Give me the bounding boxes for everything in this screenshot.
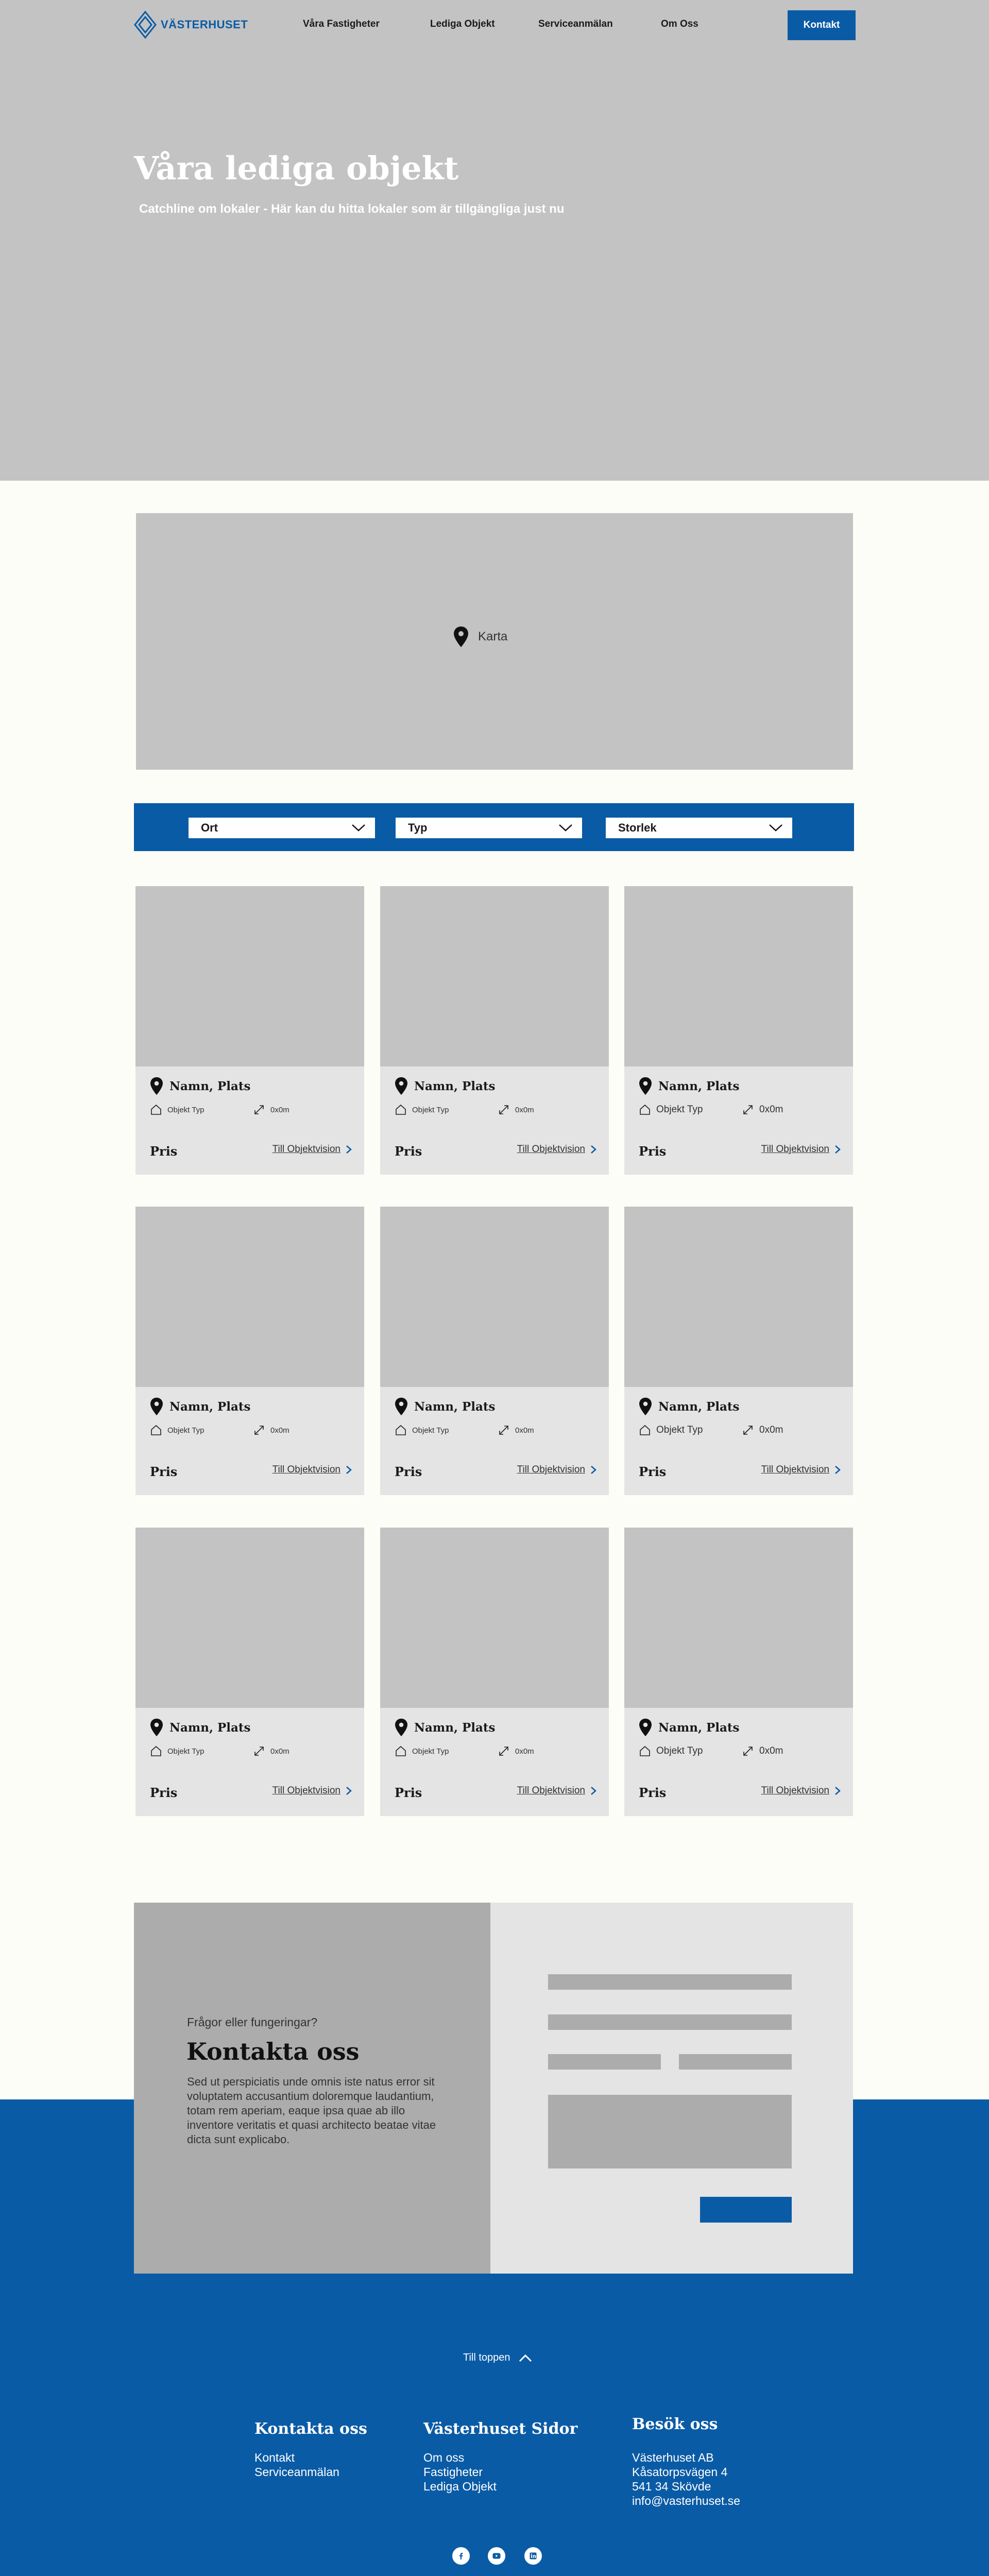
chevron-right-icon [834, 1465, 841, 1475]
property-meta [639, 1424, 840, 1439]
property-price: Pris [639, 1785, 667, 1800]
property-image[interactable] [624, 1207, 853, 1387]
location-pin-icon [395, 1718, 408, 1737]
youtube-icon[interactable] [488, 2547, 505, 2565]
property-image[interactable] [135, 1207, 364, 1387]
chevron-right-icon [346, 1465, 352, 1475]
property-size [253, 1104, 289, 1116]
nav-lediga-objekt[interactable]: Lediga Objekt [430, 19, 495, 29]
chevron-down-icon [351, 824, 366, 832]
facebook-icon[interactable] [452, 2547, 470, 2565]
location-pin-icon [150, 1718, 163, 1737]
property-size-text: 0x0m [515, 1105, 534, 1114]
property-price: Pris [395, 1464, 422, 1479]
objektvision-link[interactable] [272, 1464, 352, 1476]
chevron-right-icon [590, 1145, 596, 1154]
location-pin-icon [150, 1397, 163, 1416]
property-name: Namn, Plats [414, 1399, 496, 1414]
objektvision-link-text: Till Objektvision [761, 1464, 829, 1475]
property-type-text: Objekt Typ [167, 1747, 204, 1756]
nav-serviceanmalan[interactable]: Serviceanmälan [538, 19, 613, 29]
chevron-right-icon [346, 1786, 352, 1795]
property-card[interactable] [135, 1207, 364, 1495]
property-size [742, 1745, 783, 1757]
footer-col-kontakta-title: Kontakta oss [254, 2420, 367, 2438]
objektvision-link-text: Till Objektvision [517, 1144, 585, 1155]
property-title [395, 1077, 496, 1095]
location-pin-icon [639, 1077, 652, 1095]
property-size-text: 0x0m [270, 1105, 289, 1114]
property-name: Namn, Plats [658, 1720, 740, 1735]
property-type [639, 1104, 703, 1116]
property-image[interactable] [135, 886, 364, 1066]
chevron-down-icon [558, 824, 573, 832]
house-icon [395, 1745, 407, 1757]
property-price: Pris [395, 1144, 422, 1159]
resize-icon [253, 1745, 265, 1757]
chevron-right-icon [834, 1145, 841, 1154]
location-pin-icon [639, 1397, 652, 1416]
property-title [639, 1718, 740, 1737]
property-title [395, 1397, 496, 1416]
footer-col-besok-title: Besök oss [632, 2415, 718, 2433]
location-pin-icon [395, 1077, 408, 1095]
back-to-top-text: Till toppen [463, 2352, 510, 2363]
chevron-right-icon [590, 1786, 596, 1795]
objektvision-link-text: Till Objektvision [517, 1785, 585, 1796]
hero-title: Våra lediga objekt [134, 149, 459, 187]
footer-link-fastigheter[interactable]: Fastigheter [423, 2465, 483, 2479]
property-size-text: 0x0m [515, 1747, 534, 1756]
property-card[interactable] [380, 1207, 609, 1495]
filter-ort-select[interactable] [189, 818, 375, 838]
location-pin-icon [639, 1718, 652, 1737]
resize-icon [498, 1424, 510, 1436]
objektvision-link-text: Till Objektvision [517, 1464, 585, 1475]
footer-address-street: Kåsatorpsvägen 4 [632, 2465, 728, 2479]
objektvision-link-text: Till Objektvision [272, 1464, 340, 1475]
property-title [150, 1397, 251, 1416]
filter-bar [134, 803, 854, 851]
property-size [742, 1424, 783, 1436]
property-type-text: Objekt Typ [167, 1426, 204, 1435]
resize-icon [253, 1424, 265, 1436]
objektvision-link[interactable] [761, 1785, 841, 1797]
property-card[interactable] [380, 886, 609, 1175]
contact-pretitle: Frågor eller fungeringar? [187, 2015, 318, 2029]
house-icon [639, 1104, 651, 1116]
objektvision-link[interactable] [517, 1144, 596, 1155]
property-type-text: Objekt Typ [412, 1747, 449, 1756]
form-field-message[interactable] [548, 2095, 792, 2168]
property-card[interactable] [624, 1207, 853, 1495]
form-field-name[interactable] [548, 1974, 792, 1990]
form-field-phone[interactable] [548, 2054, 661, 2070]
chevron-right-icon [834, 1786, 841, 1795]
property-card[interactable] [624, 1528, 853, 1816]
footer-link-serviceanmalan[interactable]: Serviceanmälan [254, 2465, 339, 2479]
property-size-text: 0x0m [759, 1425, 783, 1435]
property-meta [150, 1104, 351, 1119]
property-type [395, 1424, 449, 1436]
property-type-text: Objekt Typ [167, 1105, 204, 1114]
property-type-text: Objekt Typ [656, 1745, 703, 1756]
objektvision-link-text: Till Objektvision [272, 1785, 340, 1796]
property-size [498, 1424, 534, 1436]
contact-body: Sed ut perspiciatis unde omnis iste natus error sit voluptatem accusantium doloremque laudantium, totam rem aperiam, eaque ipsa quae ab illo inventore veritatis et quasi architecto beatae vitae dicta sunt explicabo. [187, 2075, 436, 2146]
property-price: Pris [150, 1785, 178, 1800]
property-meta [395, 1424, 595, 1439]
property-meta [395, 1104, 595, 1119]
back-to-top-button[interactable] [463, 2352, 532, 2364]
property-card[interactable] [135, 1528, 364, 1816]
objektvision-link[interactable] [517, 1464, 596, 1476]
objektvision-link-text: Till Objektvision [272, 1144, 340, 1155]
footer-link-kontakt[interactable]: Kontakt [254, 2451, 295, 2464]
map-label [453, 626, 507, 648]
property-card[interactable] [380, 1528, 609, 1816]
resize-icon [742, 1104, 754, 1116]
objektvision-link-text: Till Objektvision [761, 1785, 829, 1796]
chevron-up-icon [519, 2354, 532, 2362]
filter-typ-label: Typ [408, 821, 428, 834]
property-size-text: 0x0m [270, 1426, 289, 1435]
property-size [498, 1104, 534, 1116]
form-field-company[interactable] [679, 2054, 792, 2070]
property-image[interactable] [624, 886, 853, 1066]
footer-link-lediga-objekt[interactable]: Lediga Objekt [423, 2480, 497, 2493]
property-size [742, 1104, 783, 1116]
property-name: Namn, Plats [658, 1399, 740, 1414]
filter-storlek-label: Storlek [618, 821, 657, 834]
hero-subtitle: Catchline om lokaler - Här kan du hitta lokaler som är tillgängliga just nu [139, 202, 565, 216]
objektvision-link[interactable] [761, 1144, 841, 1155]
property-price: Pris [150, 1144, 178, 1159]
nav-vara-fastigheter[interactable]: Våra Fastigheter [303, 19, 380, 29]
property-title [395, 1718, 496, 1737]
house-icon [150, 1745, 162, 1757]
property-size-text: 0x0m [270, 1747, 289, 1756]
chevron-right-icon [590, 1465, 596, 1475]
property-type-text: Objekt Typ [412, 1105, 449, 1114]
property-meta [150, 1424, 351, 1439]
property-size-text: 0x0m [759, 1104, 783, 1115]
property-price: Pris [395, 1785, 422, 1800]
property-name: Namn, Plats [169, 1399, 251, 1414]
objektvision-link[interactable] [761, 1464, 841, 1476]
property-name: Namn, Plats [169, 1720, 251, 1735]
footer-company-name: Västerhuset AB [632, 2451, 714, 2464]
property-price: Pris [639, 1144, 667, 1159]
property-meta [150, 1745, 351, 1760]
chevron-right-icon [346, 1145, 352, 1154]
property-type [150, 1424, 204, 1436]
property-meta [395, 1745, 595, 1760]
property-title [639, 1397, 740, 1416]
property-type [395, 1104, 449, 1116]
property-title [639, 1077, 740, 1095]
location-pin-icon [150, 1077, 163, 1095]
property-type-text: Objekt Typ [412, 1426, 449, 1435]
objektvision-link[interactable] [517, 1785, 596, 1797]
house-icon [395, 1424, 407, 1436]
hero-section [0, 0, 989, 481]
house-icon [150, 1424, 162, 1436]
property-image[interactable] [380, 1207, 609, 1387]
footer-link-om-oss[interactable]: Om oss [423, 2451, 465, 2464]
form-submit-button[interactable] [700, 2197, 792, 2223]
contact-title: Kontakta oss [186, 2038, 360, 2065]
location-pin-icon [453, 626, 469, 648]
property-image[interactable] [380, 1528, 609, 1708]
location-pin-icon [395, 1397, 408, 1416]
filter-ort-label: Ort [201, 821, 218, 834]
property-size [253, 1745, 289, 1757]
property-meta [639, 1745, 840, 1760]
property-title [150, 1718, 251, 1737]
chevron-down-icon [769, 824, 783, 832]
filter-typ-select[interactable] [396, 818, 582, 838]
resize-icon [742, 1745, 754, 1757]
linkedin-icon[interactable] [524, 2547, 542, 2565]
property-name: Namn, Plats [414, 1720, 496, 1735]
house-icon [150, 1104, 162, 1116]
resize-icon [498, 1104, 510, 1116]
property-size-text: 0x0m [759, 1745, 783, 1756]
resize-icon [498, 1745, 510, 1757]
property-image[interactable] [380, 886, 609, 1066]
filter-storlek-select[interactable] [606, 818, 792, 838]
property-size-text: 0x0m [515, 1426, 534, 1435]
form-field-email[interactable] [548, 2014, 792, 2030]
property-size [253, 1424, 289, 1436]
property-image[interactable] [135, 1528, 364, 1708]
property-title [150, 1077, 251, 1095]
site-header [0, 0, 989, 52]
property-type [395, 1745, 449, 1757]
footer-col-sidor-title: Västerhuset Sidor [423, 2420, 578, 2438]
property-type [150, 1104, 204, 1116]
contact-form-panel [490, 1903, 853, 2274]
house-icon [395, 1104, 407, 1116]
property-type [639, 1424, 703, 1436]
house-icon [639, 1745, 651, 1757]
property-name: Namn, Plats [414, 1079, 496, 1093]
objektvision-link[interactable] [272, 1785, 352, 1797]
objektvision-link-text: Till Objektvision [761, 1144, 829, 1155]
nav-om-oss[interactable]: Om Oss [661, 19, 698, 29]
contact-button[interactable]: Kontakt [788, 10, 856, 40]
property-card[interactable] [135, 886, 364, 1175]
property-type [150, 1745, 204, 1757]
property-meta [639, 1104, 840, 1119]
property-name: Namn, Plats [169, 1079, 251, 1093]
resize-icon [742, 1424, 754, 1436]
property-type [639, 1745, 703, 1757]
map-label-text: Karta [478, 630, 508, 643]
property-type-text: Objekt Typ [656, 1425, 703, 1435]
property-card[interactable] [624, 886, 853, 1175]
property-price: Pris [639, 1464, 667, 1479]
objektvision-link[interactable] [272, 1144, 352, 1155]
property-price: Pris [150, 1464, 178, 1479]
house-icon [639, 1424, 651, 1436]
property-size [498, 1745, 534, 1757]
property-type-text: Objekt Typ [656, 1104, 703, 1115]
property-image[interactable] [624, 1528, 853, 1708]
resize-icon [253, 1104, 265, 1116]
logo-text: VÄSTERHUSET [161, 18, 248, 31]
footer-address-city: 541 34 Skövde [632, 2480, 711, 2493]
property-name: Namn, Plats [658, 1079, 740, 1093]
footer-email-link[interactable]: info@vasterhuset.se [632, 2494, 741, 2507]
